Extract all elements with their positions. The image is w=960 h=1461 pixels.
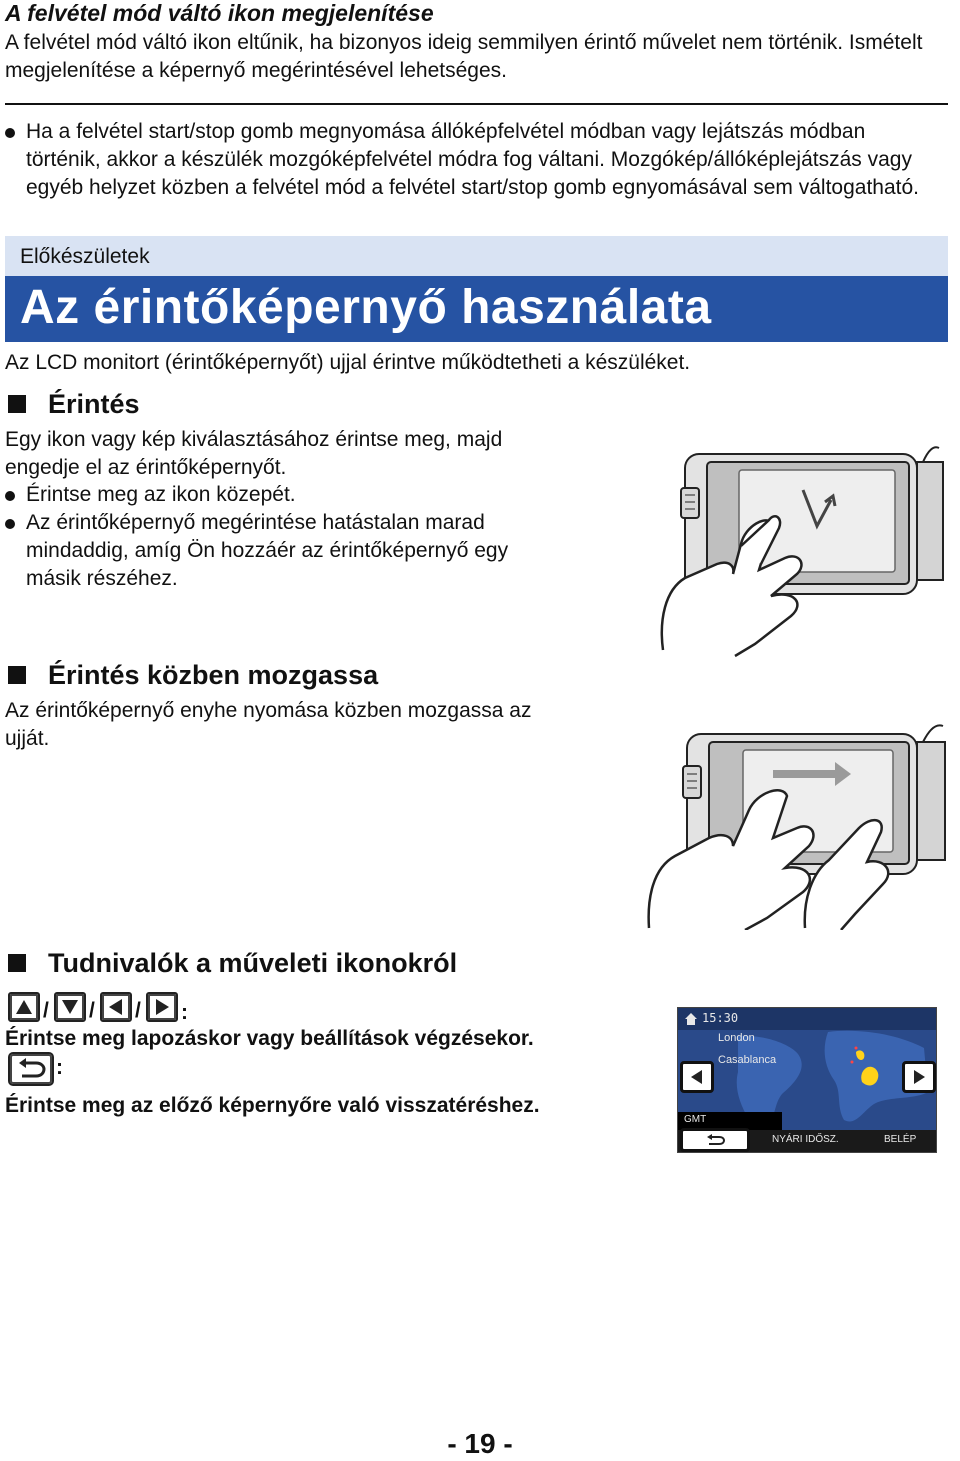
screen-right-button[interactable]: [902, 1061, 936, 1093]
paragraph-line: engedje el az érintőképernyőt.: [5, 456, 287, 479]
section-heading: Érintés közben mozgassa: [48, 660, 379, 690]
bullet-text: Érintse meg az ikon közepét.: [26, 483, 296, 506]
screen-enter-button[interactable]: BELÉP: [884, 1134, 917, 1145]
arrows-description: Érintse meg lapozáskor vagy beállítások végzésekor.: [5, 1027, 534, 1050]
bullet-text: Az érintőképernyő megérintése hatástalan marad: [26, 511, 485, 534]
return-icon: [8, 1052, 54, 1086]
paragraph-line: Az érintőképernyő enyhe nyomása közben mozgassa az: [5, 699, 532, 722]
chapter-title: Az érintőképernyő használata: [20, 281, 712, 334]
note-line: egyéb helyzet közben a felvétel mód a felvétel start/stop gomb egnyomásával sem váltogatható.: [26, 176, 920, 199]
return-description: Érintse meg az előző képernyőre való visszatéréshez.: [5, 1094, 540, 1117]
camera-tap-illustration: [655, 440, 945, 660]
left-arrow-icon: [100, 992, 132, 1022]
separator: /: [89, 999, 95, 1022]
section-heading-display-icon: A felvétel mód váltó ikon megjelenítése: [5, 0, 434, 26]
square-bullet-icon: [8, 954, 26, 972]
right-arrow-icon: [146, 992, 178, 1022]
section-heading: Tudnivalók a műveleti ikonokról: [48, 948, 458, 978]
page-number: - 19 -: [447, 1428, 513, 1459]
screen-left-button[interactable]: [680, 1061, 714, 1093]
screen-return-button[interactable]: [680, 1128, 750, 1152]
right-arrow-icon: [905, 1064, 933, 1090]
camera-slide-illustration: [645, 718, 950, 930]
screen-gmt-label: GMT: [684, 1114, 707, 1125]
return-icon: [683, 1131, 747, 1149]
left-arrow-icon: [683, 1064, 711, 1090]
bullet-icon: [5, 519, 15, 529]
screen-city-2: Casablanca: [718, 1054, 777, 1066]
colon: :: [56, 1056, 63, 1079]
note-line: történik, akkor a készülék mozgóképfelvétel módra fog váltani. Mozgókép/állóképlejátszás vagy: [26, 148, 912, 171]
chapter-category-band: [5, 236, 948, 276]
section-heading: Érintés: [48, 389, 140, 419]
colon: :: [181, 1001, 188, 1024]
chapter-intro: Az LCD monitort (érintőképernyőt) ujjal érintve működtetheti a készüléket.: [5, 351, 691, 374]
screen-time: 15:30: [702, 1011, 739, 1025]
paragraph-line: ujját.: [5, 727, 50, 750]
square-bullet-icon: [8, 395, 26, 413]
home-icon: [684, 1012, 698, 1026]
separator: /: [135, 999, 141, 1022]
bullet-icon: [5, 491, 15, 501]
divider: [5, 103, 948, 105]
down-arrow-icon: [54, 992, 86, 1022]
square-bullet-icon: [8, 666, 26, 684]
bullet-text: mindaddig, amíg Ön hozzáér az érintőképernyő egy: [26, 539, 509, 562]
screen-city-1: London: [718, 1032, 755, 1044]
paragraph-line: A felvétel mód váltó ikon eltűnik, ha bizonyos ideig semmilyen érintő művelet nem történik. Ismételt: [5, 31, 923, 54]
note-line: Ha a felvétel start/stop gomb megnyomása állóképfelvétel módban vagy lejátszás módban: [26, 120, 866, 143]
paragraph-line: Egy ikon vagy kép kiválasztásához érintse meg, majd: [5, 428, 503, 451]
bullet-icon: [5, 128, 15, 138]
chapter-category: Előkészületek: [20, 245, 150, 268]
up-arrow-icon: [8, 992, 40, 1022]
world-time-screen: [677, 1007, 937, 1153]
bullet-text: másik részéhez.: [26, 567, 178, 590]
separator: /: [43, 999, 49, 1022]
paragraph-line: megjelenítése a képernyő megérintésével lehetséges.: [5, 59, 507, 82]
screen-summer-time-button[interactable]: NYÁRI IDŐSZ.: [772, 1134, 839, 1145]
chapter-title-band: [5, 276, 948, 342]
